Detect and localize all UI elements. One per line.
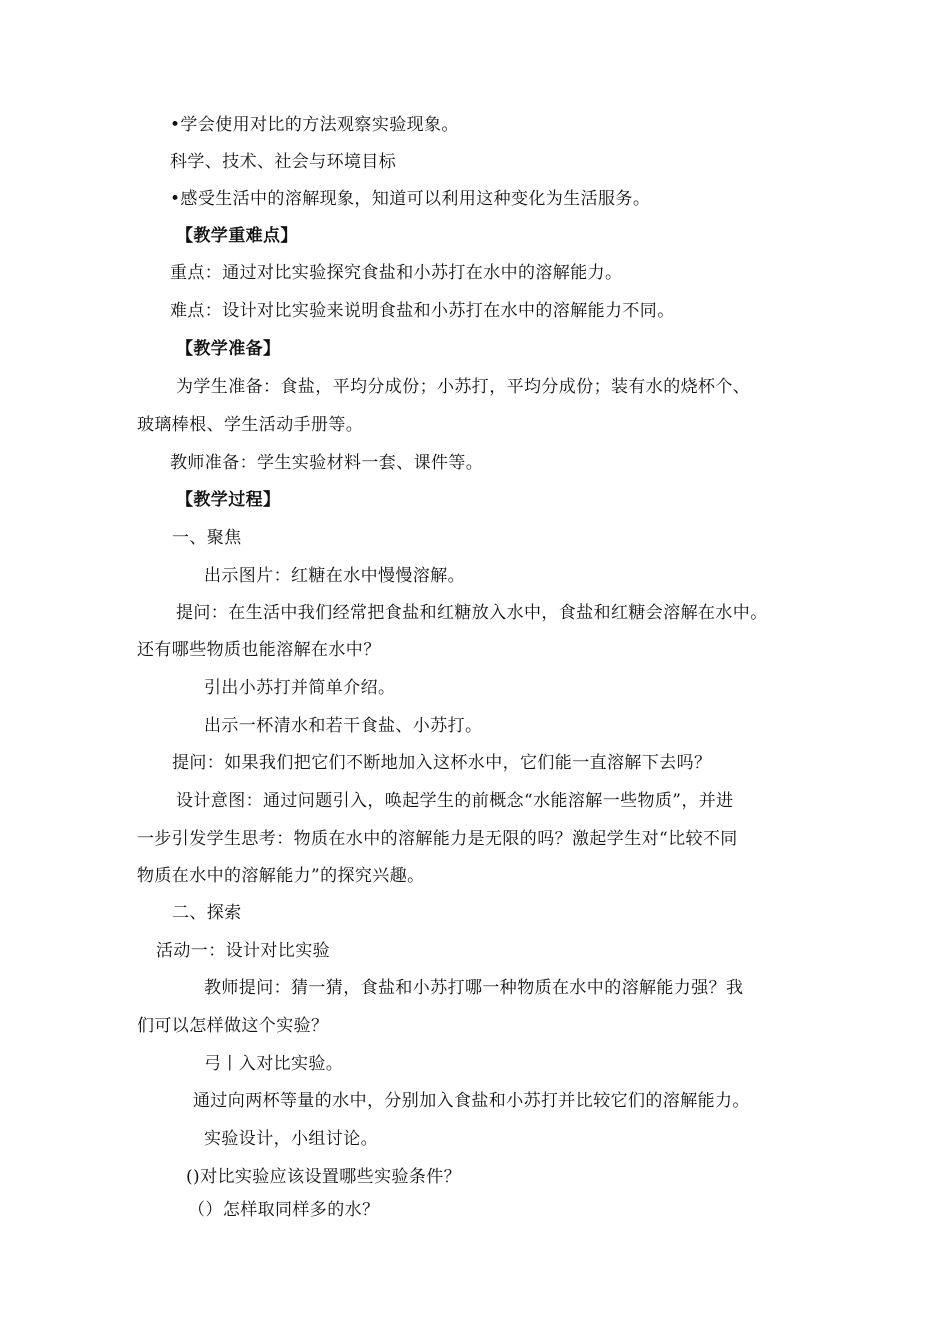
text-line: 教师准备：学生实验材料一套、课件等。: [170, 453, 484, 473]
text-line: 二、探索: [172, 903, 242, 923]
text-line: 科学、技术、社会与环境目标: [170, 152, 397, 172]
text-line: 物质在水中的溶解能力”的探究兴趣。: [137, 866, 425, 886]
text-line: 出示图片：红糖在水中慢慢溶解。: [204, 566, 465, 586]
text-line: 还有哪些物质也能溶解在水中？: [137, 640, 381, 660]
text-line: 重点：通过对比实验探究食盐和小苏打在水中的溶解能力。: [170, 263, 623, 283]
text-line: 设计意图：通过问题引入，唤起学生的前概念“水能溶解一些物质”，并进: [176, 791, 734, 811]
text-line: 实验设计，小组讨论。: [204, 1129, 378, 1149]
text-line: 提问：在生活中我们经常把食盐和红糖放入水中，食盐和红糖会溶解在水中。: [176, 603, 768, 623]
section-heading: 【教学过程】: [176, 490, 281, 510]
text-line: 引出小苏打并简单介绍。: [204, 678, 396, 698]
text-line: •学会使用对比的方法观察实验现象。: [170, 115, 459, 135]
text-line: •感受生活中的溶解现象，知道可以利用这种变化为生活服务。: [170, 189, 651, 209]
section-heading: 【教学重难点】: [176, 226, 298, 246]
list-item: ()对比实验应该设置哪些实验条件？: [186, 1167, 462, 1187]
text-line: 活动一：设计对比实验: [156, 941, 330, 961]
text-line: 通过向两杯等量的水中，分别加入食盐和小苏打并比较它们的溶解能力。: [193, 1091, 750, 1111]
text-line: 教师提问：猜一猜，食盐和小苏打哪一种物质在水中的溶解能力强？我: [204, 978, 744, 998]
text-line: 为学生准备：食盐，平均分成份；小苏打，平均分成份；装有水的烧杯个、: [176, 377, 751, 397]
text-line: 弓丨入对比实验。: [204, 1054, 344, 1074]
text-line: 玻璃棒根、学生活动手册等。: [137, 415, 364, 435]
text-line: 难点：设计对比实验来说明食盐和小苏打在水中的溶解能力不同。: [170, 301, 675, 321]
list-item: （）怎样取同样多的水？: [188, 1200, 380, 1220]
text-line: 一、聚焦: [172, 528, 242, 548]
section-heading: 【教学准备】: [176, 339, 281, 359]
text-line: 一步引发学生思考：物质在水中的溶解能力是无限的吗？激起学生对“比较不同: [137, 829, 738, 849]
text-line: 提问：如果我们把它们不断地加入这杯水中，它们能一直溶解下去吗？: [172, 753, 712, 773]
text-line: 们可以怎样做这个实验？: [137, 1016, 329, 1036]
text-line: 出示一杯清水和若干食盐、小苏打。: [204, 716, 483, 736]
